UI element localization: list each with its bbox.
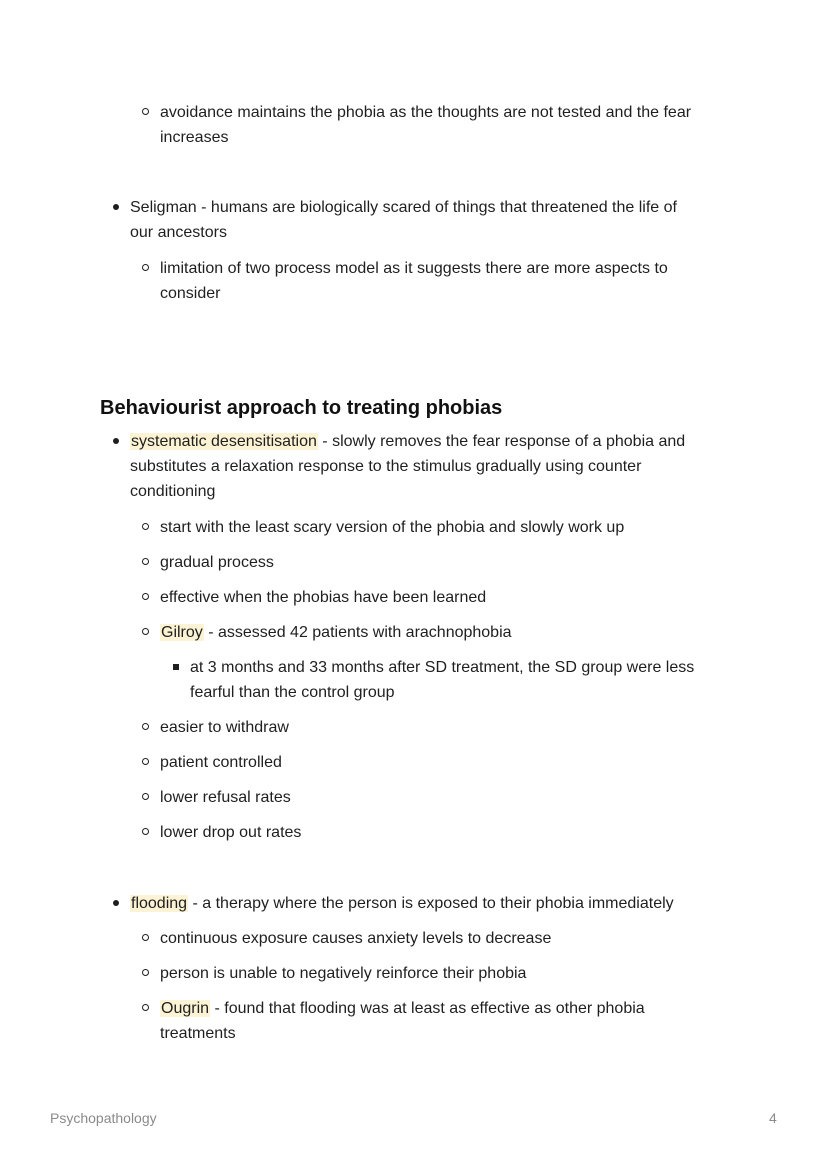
- list-item-sd-line2: substitutes a relaxation response to the stimulus gradually using counter: [130, 458, 642, 475]
- sd-definition: - slowly removes the fear response of a phobia and: [317, 433, 686, 450]
- disc-bullet-icon: [113, 900, 119, 906]
- sub-item-avoidance-line1: avoidance maintains the phobia as the thoughts are not tested and the fear: [160, 104, 692, 121]
- circle-bullet-icon: [142, 723, 149, 730]
- sub-item: gradual process: [160, 554, 274, 571]
- section-heading: Behaviourist approach to treating phobias: [100, 397, 503, 419]
- sub-item: person is unable to negatively reinforce their phobia: [160, 965, 527, 982]
- circle-bullet-icon: [142, 793, 149, 800]
- sub-item: start with the least scary version of the phobia and slowly work up: [160, 519, 625, 536]
- list-item-seligman-line2: our ancestors: [130, 224, 227, 241]
- sub-item-limitation-line2: consider: [160, 285, 221, 302]
- ougrin-description: - found that flooding was at least as effective as other phobia: [210, 1000, 645, 1017]
- highlighted-term: Ougrin: [161, 1000, 210, 1017]
- square-bullet-icon: [173, 664, 179, 670]
- sub-item: continuous exposure causes anxiety levels to decrease: [160, 930, 552, 947]
- sub-sub-item-line1: at 3 months and 33 months after SD treatment, the SD group were less: [190, 659, 695, 676]
- sub-item: patient controlled: [160, 754, 282, 771]
- sub-item: easier to withdraw: [160, 719, 289, 736]
- sub-item-ougrin-line2: treatments: [160, 1025, 236, 1042]
- circle-bullet-icon: [142, 934, 149, 941]
- page-number: 4: [769, 1110, 777, 1126]
- sub-item-limitation-line1: limitation of two process model as it suggests there are more aspects to: [160, 260, 668, 277]
- circle-bullet-icon: [142, 969, 149, 976]
- circle-bullet-icon: [142, 593, 149, 600]
- highlighted-term: systematic desensitisation: [131, 433, 317, 450]
- sub-item: lower drop out rates: [160, 824, 302, 841]
- circle-bullet-icon: [142, 108, 149, 115]
- sub-item-avoidance-line2: increases: [160, 129, 229, 146]
- circle-bullet-icon: [142, 523, 149, 530]
- sub-item: effective when the phobias have been learned: [160, 589, 487, 606]
- circle-bullet-icon: [142, 758, 149, 765]
- circle-bullet-icon: [142, 264, 149, 271]
- list-item-sd-line3: conditioning: [130, 483, 216, 500]
- sub-item-ougrin-line1: [160, 996, 645, 1021]
- sub-item-gilroy: [160, 620, 512, 645]
- gilroy-description: - assessed 42 patients with arachnophobia: [203, 624, 512, 641]
- circle-bullet-icon: [142, 628, 149, 635]
- disc-bullet-icon: [113, 438, 119, 444]
- list-item-sd-line1: [130, 429, 685, 454]
- highlighted-term: flooding: [131, 895, 188, 912]
- sub-sub-item-line2: fearful than the control group: [190, 684, 395, 701]
- list-item-flooding: [130, 891, 674, 916]
- circle-bullet-icon: [142, 1004, 149, 1011]
- disc-bullet-icon: [113, 204, 119, 210]
- highlighted-term: Gilroy: [161, 624, 203, 641]
- sub-item: lower refusal rates: [160, 789, 291, 806]
- circle-bullet-icon: [142, 558, 149, 565]
- flooding-definition: - a therapy where the person is exposed to their phobia immediately: [188, 895, 674, 912]
- circle-bullet-icon: [142, 828, 149, 835]
- footer-title: Psychopathology: [50, 1110, 157, 1126]
- list-item-seligman-line1: Seligman - humans are biologically scared of things that threatened the life of: [130, 199, 677, 216]
